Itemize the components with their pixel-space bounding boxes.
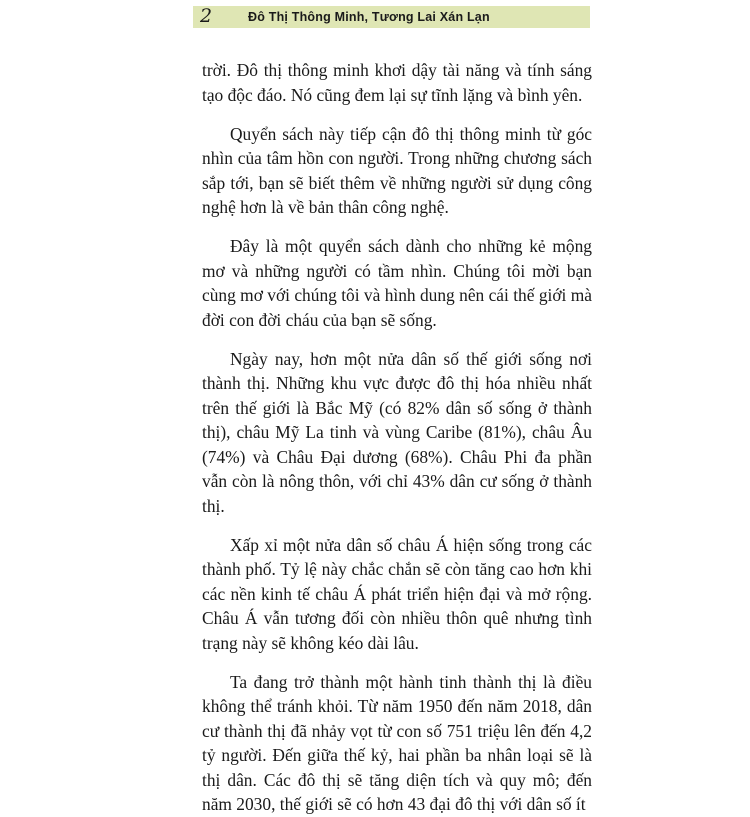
body-text <box>202 58 592 817</box>
paragraph: Xấp xỉ một nửa dân số châu Á hiện sống trong các thành phố. Tỷ lệ này chắc chắn sẽ còn tăng cao hơn khi các nền kinh tế châu Á phát triển hiện đại và mở rộng. Châu Á vẫn tương đối còn nhiều thôn quê nhưng tình trạng này sẽ không kéo dài lâu. <box>202 534 592 653</box>
paragraph: Đây là một quyển sách dành cho những kẻ mộng mơ và những người có tầm nhìn. Chúng tôi mời bạn cùng mơ với chúng tôi và hình dung nên cái thế giới mà đời con đời cháu của bạn sẽ sống. <box>202 236 592 330</box>
paragraph: trời. Đô thị thông minh khơi dậy tài năng và tính sáng tạo độc đáo. Nó cũng đem lại sự tĩnh lặng và bình yên. <box>202 60 592 105</box>
paragraph: Quyển sách này tiếp cận đô thị thông minh từ góc nhìn của tâm hồn con người. Trong những chương sách sắp tới, bạn sẽ biết thêm về những người sử dụng công nghệ hơn là về bản thân công nghệ. <box>202 123 592 217</box>
paragraph: Ta đang trở thành một hành tinh thành thị là điều không thể tránh khỏi. Từ năm 1950 đến năm 2018, dân cư thành thị đã nhảy vọt từ con số 751 triệu lên đến 4,2 tỷ người. Đến giữa thế kỷ, hai phần ba nhân loại sẽ là thị dân. Các đô thị sẽ tăng diện tích và quy mô; đến năm 2030, thế giới sẽ có hơn 43 đại đô thị với dân số ít <box>202 671 592 814</box>
page-number: 2 <box>200 5 213 27</box>
paragraph: Ngày nay, hơn một nửa dân số thế giới sống nơi thành thị. Những khu vực được đô thị hóa nhiều nhất trên thế giới là Bắc Mỹ (có 82% dân số sống ở thành thị), châu Mỹ La tinh và vùng Caribe (81%), châu Âu (74%) và Châu Đại dương (68%). Châu Phi đa phần vẫn còn là nông thôn, với chỉ 43% dân cư sống ở thành thị. <box>202 348 592 516</box>
running-title: Đô Thị Thông Minh, Tương Lai Xán Lạn <box>248 10 490 24</box>
